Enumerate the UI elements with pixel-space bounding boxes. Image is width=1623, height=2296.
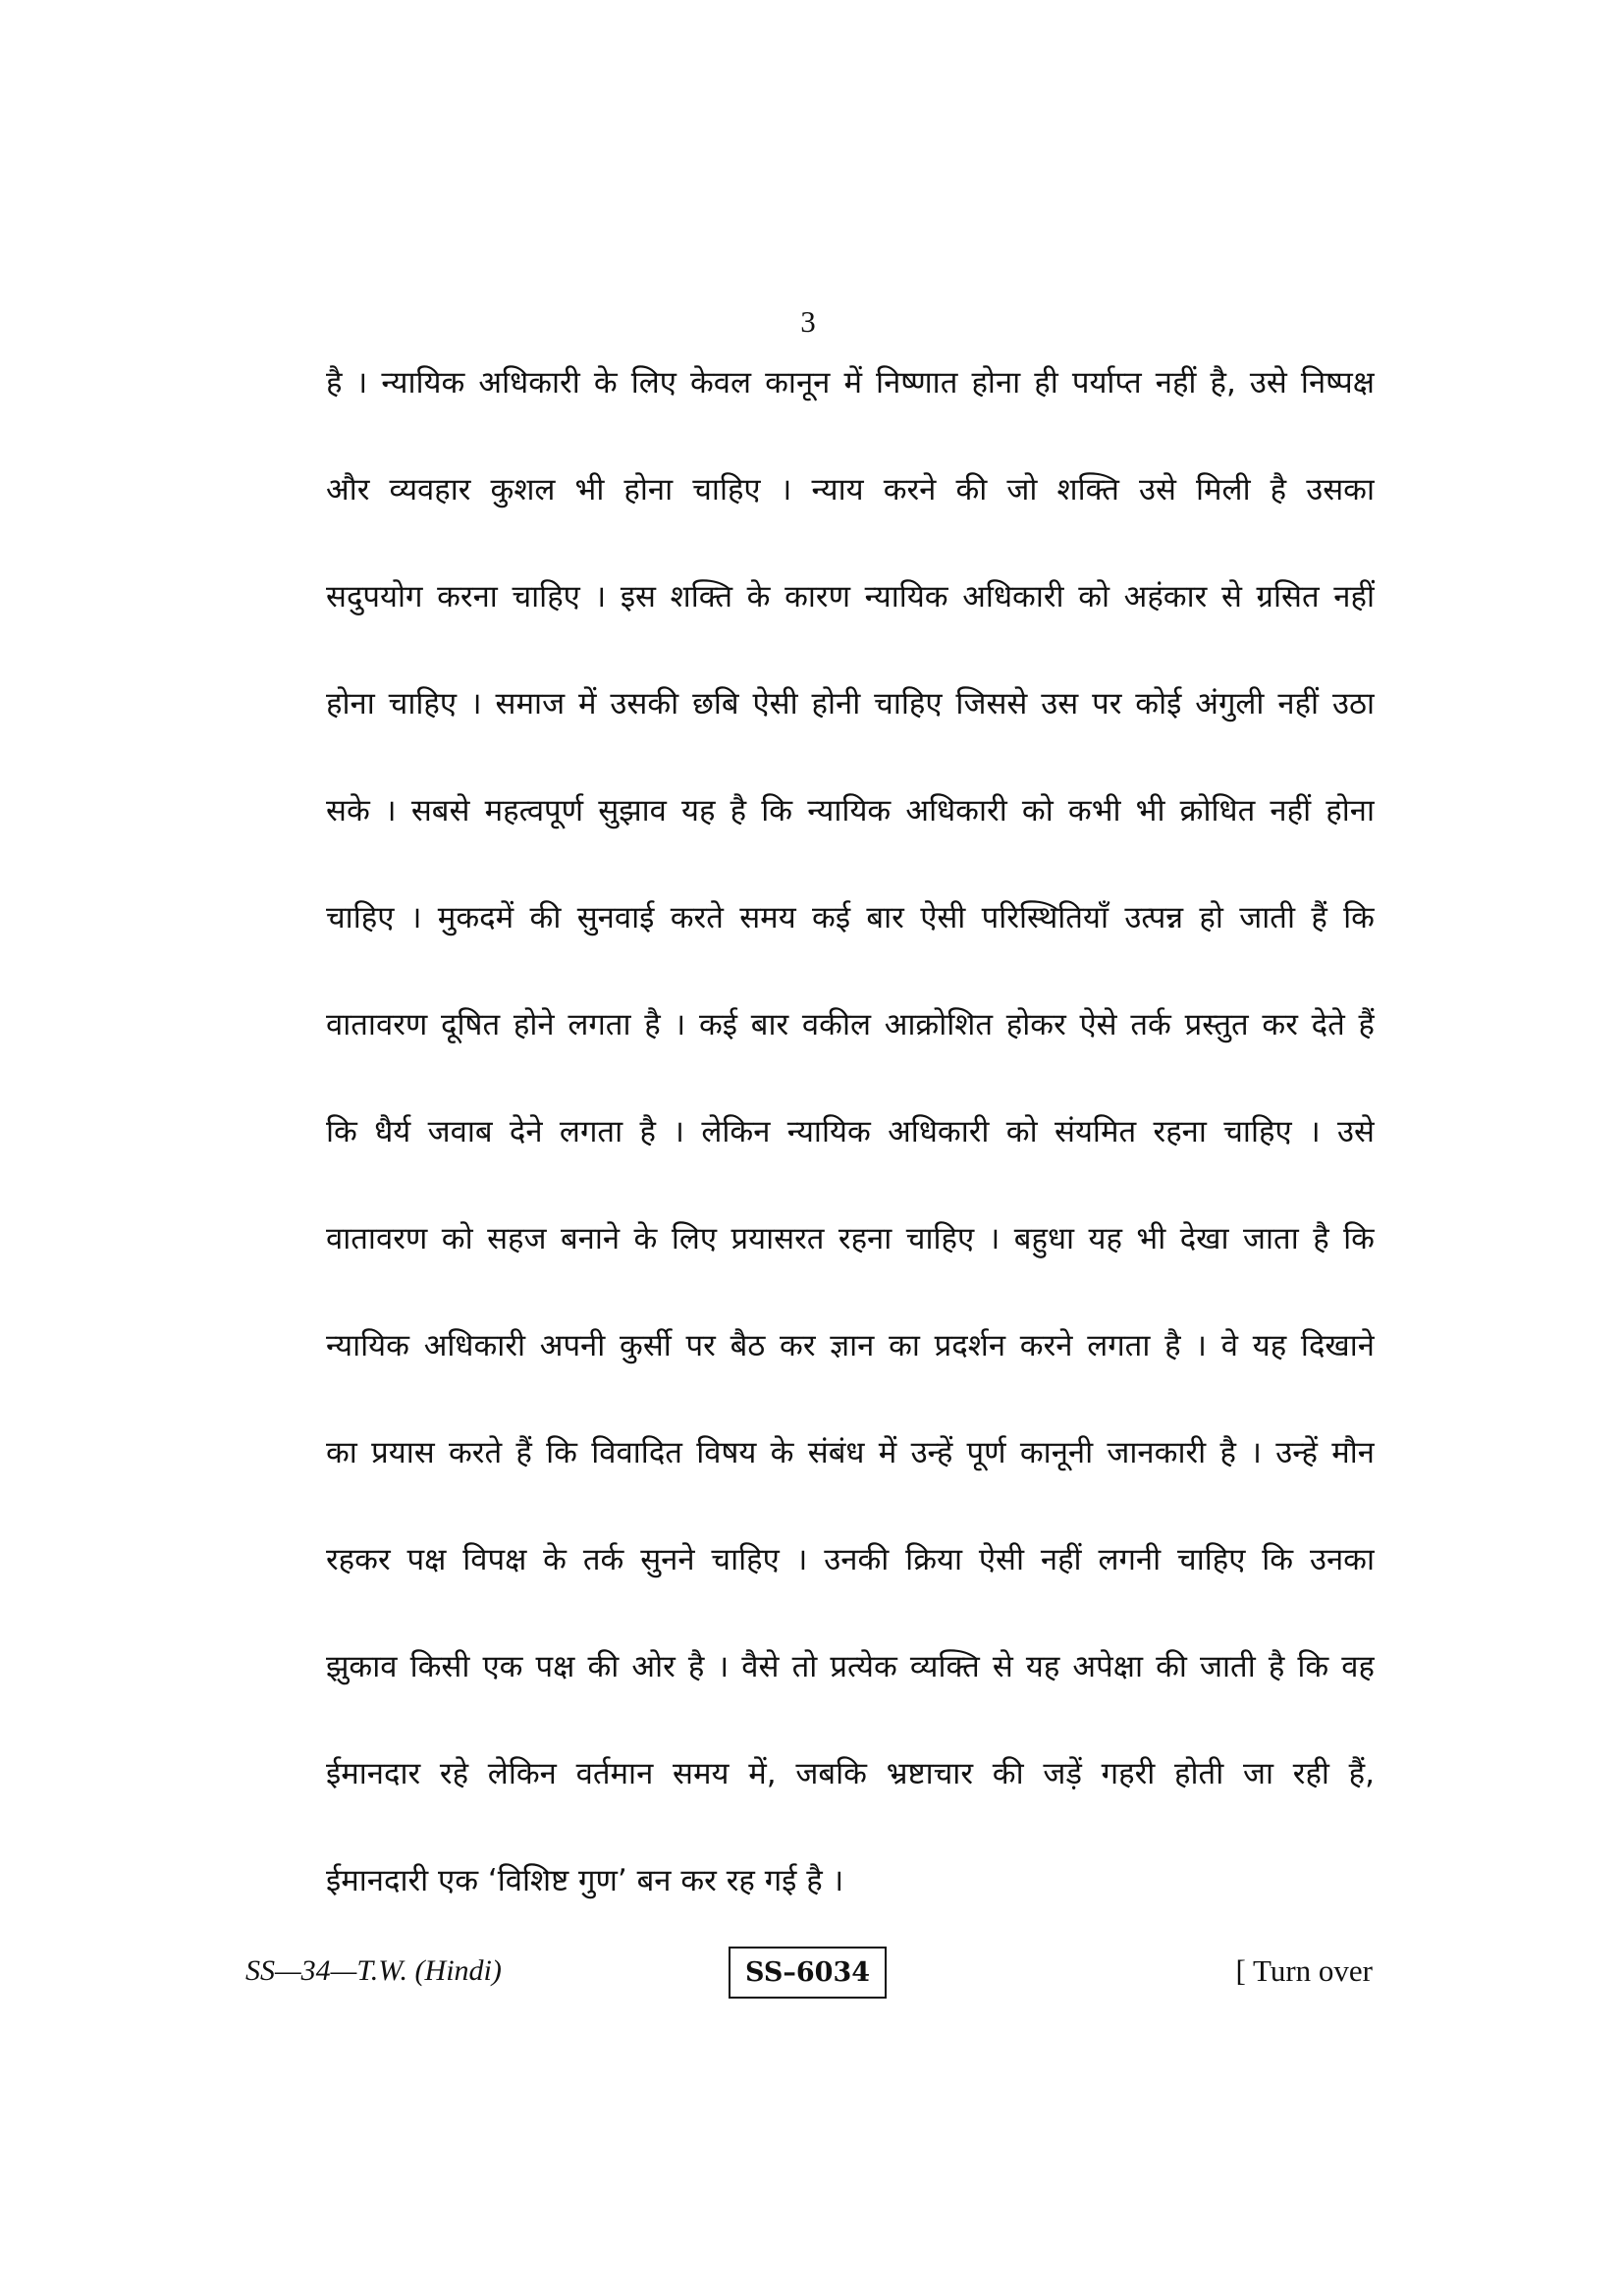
- text-line: है । न्यायिक अधिकारी के लिए केवल कानून में निष्णात होना ही पर्याप्त नहीं है, उसे निष्पक्ष: [326, 365, 1375, 400]
- turn-over-note: [ Turn over: [1235, 1953, 1373, 1988]
- text-line: का प्रयास करते हैं कि विवादित विषय के संबंध में उन्हें पूर्ण कानूनी जानकारी है । उन्हें मौन: [326, 1435, 1375, 1470]
- paper-series-box: SS–6034: [729, 1947, 887, 1999]
- text-line: सदुपयोग करना चाहिए । इस शक्ति के कारण न्यायिक अधिकारी को अहंकार से ग्रसित नहीं: [326, 579, 1375, 614]
- text-line: सके । सबसे महत्वपूर्ण सुझाव यह है कि न्यायिक अधिकारी को कभी भी क्रोधित नहीं होना: [326, 793, 1375, 828]
- text-line: चाहिए । मुकदमें की सुनवाई करते समय कई बार ऐसी परिस्थितियाँ उत्पन्न हो जाती हैं कि: [326, 900, 1375, 935]
- text-line: वातावरण को सहज बनाने के लिए प्रयासरत रहना चाहिए । बहुधा यह भी देखा जाता है कि: [326, 1221, 1375, 1256]
- paper-code-label: SS—34—T.W. (Hindi): [245, 1954, 502, 1987]
- text-line-last: ईमानदारी एक ‘विशिष्ट गुण’ बन कर रह गई है ।: [326, 1863, 844, 1898]
- page-number: 3: [800, 304, 816, 339]
- text-line: रहकर पक्ष विपक्ष के तर्क सुनने चाहिए । उनकी क्रिया ऐसी नहीं लगनी चाहिए कि उनका: [326, 1542, 1375, 1577]
- text-line: वातावरण दूषित होने लगता है । कई बार वकील आक्रोशित होकर ऐसे तर्क प्रस्तुत कर देते हैं: [326, 1007, 1375, 1042]
- text-line: झुकाव किसी एक पक्ष की ओर है । वैसे तो प्रत्येक व्यक्ति से यह अपेक्षा की जाती है कि वह: [326, 1649, 1375, 1684]
- text-line: होना चाहिए । समाज में उसकी छबि ऐसी होनी चाहिए जिससे उस पर कोई अंगुली नहीं उठा: [326, 686, 1375, 721]
- text-line: और व्यवहार कुशल भी होना चाहिए । न्याय करने की जो शक्ति उसे मिली है उसका: [326, 472, 1375, 507]
- text-line: न्यायिक अधिकारी अपनी कुर्सी पर बैठ कर ज्ञान का प्रदर्शन करने लगता है । वे यह दिखाने: [326, 1328, 1375, 1363]
- text-line: ईमानदार रहे लेकिन वर्तमान समय में, जबकि भ्रष्टाचार की जड़ें गहरी होती जा रही हैं,: [326, 1756, 1375, 1791]
- text-line: कि धैर्य जवाब देने लगता है । लेकिन न्यायिक अधिकारी को संयमित रहना चाहिए । उसे: [326, 1114, 1375, 1149]
